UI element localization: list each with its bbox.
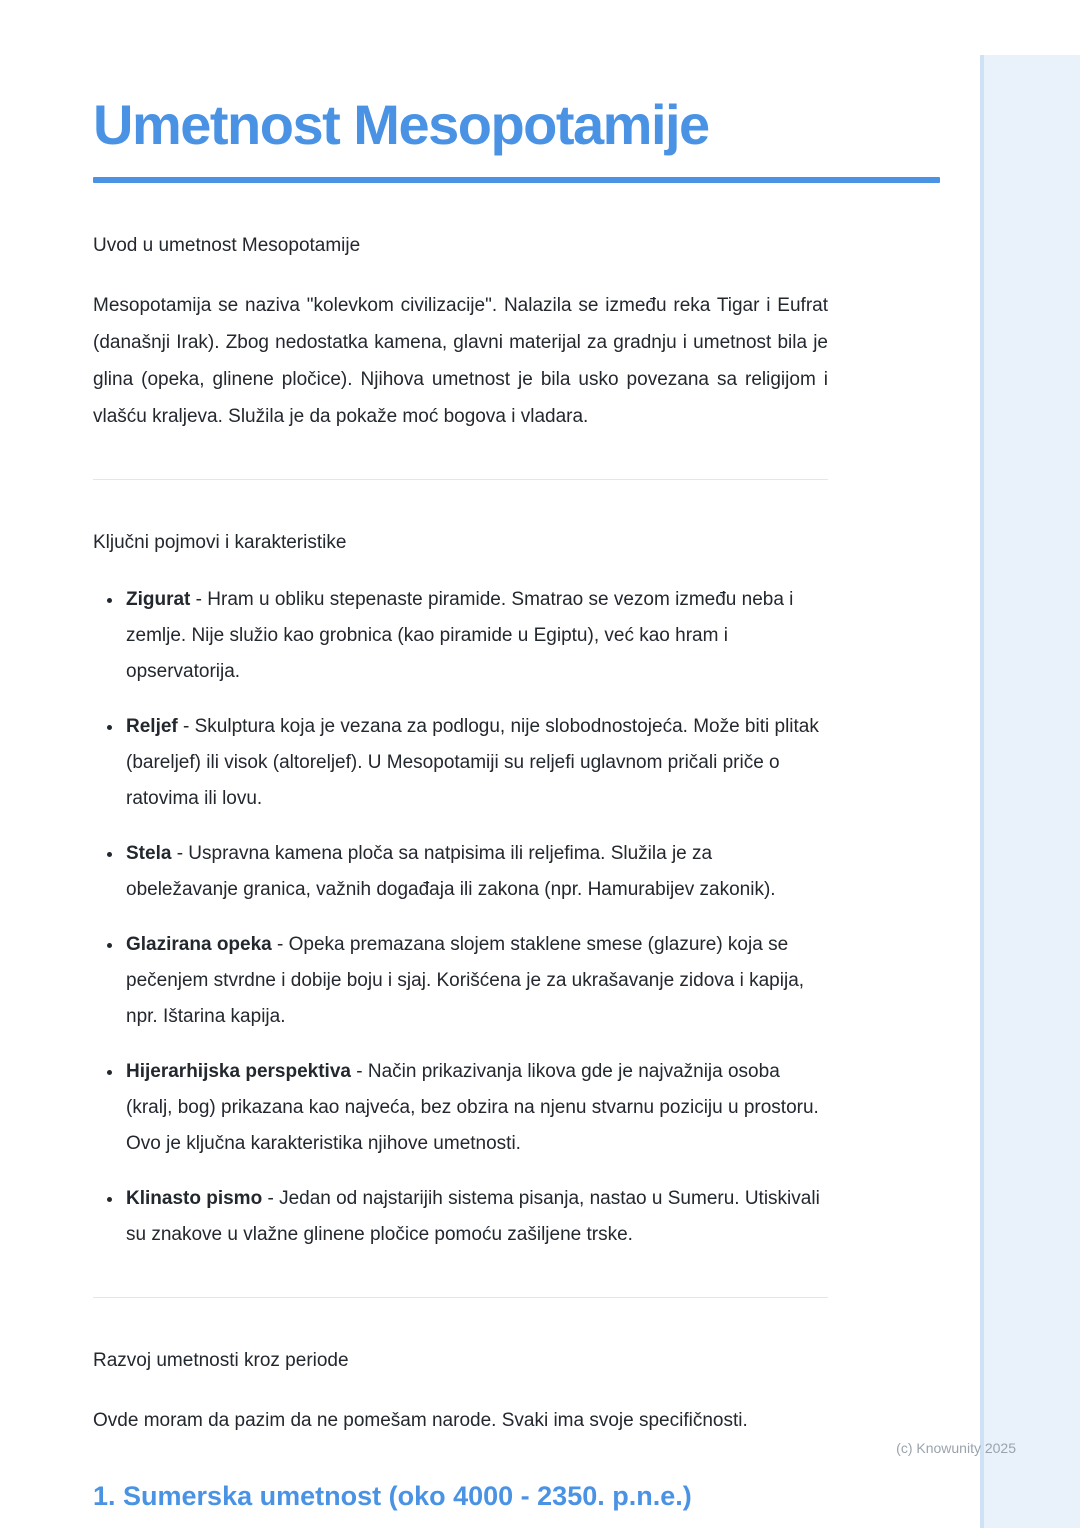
term-name: Glazirana opeka (126, 934, 272, 955)
periods-note: Ovde moram da pazim da ne pomešam narode. Svaki ima svoje specifičnosti. (93, 1410, 748, 1431)
term-name: Hijerarhijska perspektiva (126, 1061, 351, 1082)
term-name: Stela (126, 843, 172, 864)
title-underline-rule (93, 177, 940, 183)
term-name: Reljef (126, 716, 178, 737)
terms-list (93, 582, 828, 1253)
list-item (124, 582, 828, 690)
term-definition: - Jedan od najstarijih sistema pisanja, nastao u Sumeru. Utiskivali su znakove u vlažne glinene pločice pomoću zašiljene trske. (126, 1188, 820, 1245)
page-side-strip (980, 55, 1080, 1528)
list-item (124, 927, 828, 1035)
section-heading-periods: Razvoj umetnosti kroz periode (93, 1350, 349, 1371)
list-item (124, 709, 828, 817)
term-definition: - Hram u obliku stepenaste piramide. Smatrao se vezom između neba i zemlje. Nije služio kao grobnica (kao piramide u Egiptu), već kao hram i opservatorija. (126, 589, 794, 682)
page-title: Umetnost Mesopotamije (93, 93, 709, 156)
section-heading-intro: Uvod u umetnost Mesopotamije (93, 235, 361, 256)
section-divider (93, 479, 828, 480)
section-heading-terms: Ključni pojmovi i karakteristike (93, 532, 347, 553)
list-item (124, 1054, 828, 1162)
period-1-heading: 1. Sumerska umetnost (oko 4000 - 2350. p.n.e.) (93, 1481, 692, 1511)
section-divider (93, 1297, 828, 1298)
footer-credit: (c) Knowunity 2025 (896, 1440, 1016, 1456)
intro-paragraph: Mesopotamija se naziva "kolevkom civilizacije". Nalazila se između reka Tigar i Eufrat (današnji Irak). Zbog nedostatka kamena, glavni materijal za gradnju i umetnost bila je glina (opeka, glinene pločice). Njihova umetnost je bila usko povezana sa religijom i vlašću kraljeva. Služila je da pokaže moć bogova i vladara. (93, 295, 828, 427)
term-definition: - Skulptura koja je vezana za podlogu, nije slobodnostojeća. Može biti plitak (bareljef) ili visok (altoreljef). U Mesopotamiji su reljefi uglavnom pričali priče o ratovima ili lovu. (126, 716, 819, 809)
term-definition: - Opeka premazana slojem staklene smese (glazure) koja se pečenjem stvrdne i dobije boju i sjaj. Korišćena je za ukrašavanje zidova i kapija, npr. Ištarina kapija. (126, 934, 805, 1027)
term-definition: - Način prikazivanja likova gde je najvažnija osoba (kralj, bog) prikazana kao najveća, bez obzira na njenu stvarnu poziciju u prostoru. Ovo je ključna karakteristika njihove umetnosti. (126, 1061, 819, 1154)
list-item (124, 1181, 828, 1253)
term-definition: - Uspravna kamena ploča sa natpisima ili reljefima. Služila je za obeležavanje granica, važnih događaja ili zakona (npr. Hamurabijev zakonik). (126, 843, 776, 900)
list-item (124, 836, 828, 908)
term-name: Klinasto pismo (126, 1188, 263, 1209)
document-content (93, 0, 828, 1513)
term-name: Zigurat (126, 589, 191, 610)
